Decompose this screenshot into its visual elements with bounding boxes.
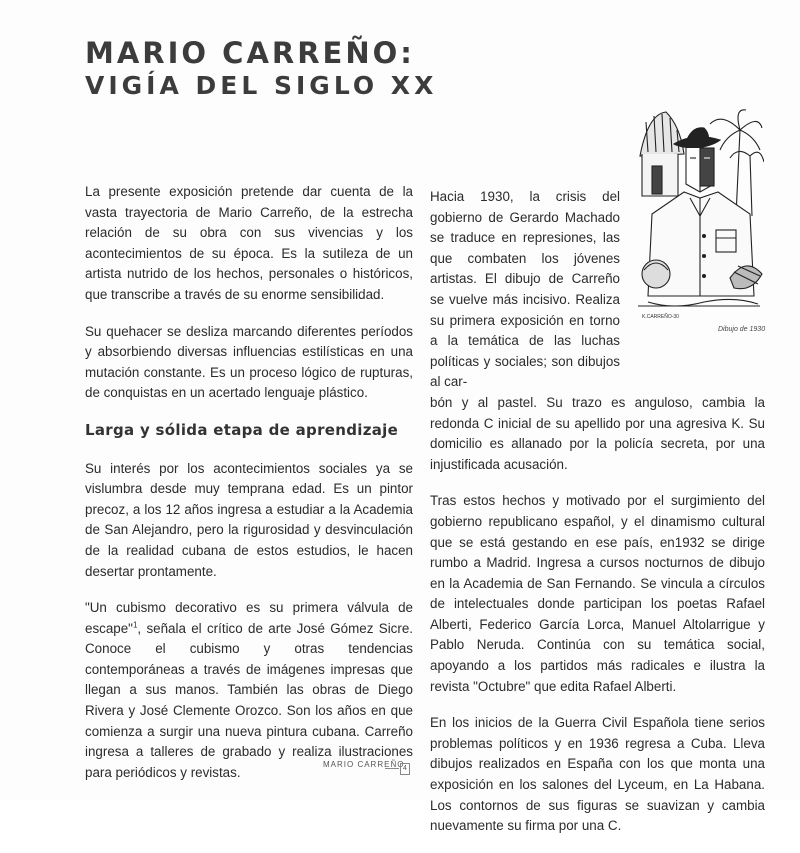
page-number: 4 <box>400 763 410 775</box>
paragraph-continuation: , señala el crítico de arte José Gómez Sicre. Conoce el cubismo y otras tendencias contemporáneas a través de imágenes impresas que llegan a sus manos. También las obras de Diego Rivera y José Clemente Orozco. Son los años en que comienza a surgir una nueva pintura cubana. Carreño ingresa a talleres de grabado y realiza ilustraciones para periódicos y revistas. <box>85 620 413 780</box>
footnote-marker: 1 <box>132 620 138 630</box>
paragraph: En los inicios de la Guerra Civil Española tiene serios problemas políticos y en 1936 regresa a Cuba. Lleva dibujos realizados en España con los que monta una exposición en los salones del Lyceum, en La Habana. Los contornos de sus figuras se suavizan y cambia nuevamente su firma por una C. <box>430 715 765 834</box>
figure-caption: Dibujo de 1930 <box>718 326 766 333</box>
left-column <box>85 182 413 799</box>
paragraph <box>85 598 413 783</box>
paragraph: Tras estos hechos y motivado por el surgimiento del gobierno republicano español, y el dinamismo cultural que se está gestando en ese país, en1932 se dirige rumbo a Madrid. Ingresa a cursos nocturnos de dibujo en la Academia de San Fernando. Se vincula a círculos de intelectuales donde participan los poetas Rafael Alberti, Federico García Lorca, Manuel Altolarrigue y Pablo Neruda. Continúa con su temática social, apoyando a los partidos más radicales e ilustra la revista "Octubre" que edita Rafael Alberti. <box>430 493 765 694</box>
paragraph-wrapped: Hacia 1930, la crisis del gobierno de Gerardo Machado se traduce en represiones, las que combaten los jóvenes artistas. El dibujo de Carreño se vuelve más incisivo. Realiza su primera exposición en torno a la temática de las luchas políticas y sociales; son dibujos al car- <box>430 189 620 390</box>
footer-rule <box>385 768 399 769</box>
paragraph: Su interés por los acontecimientos sociales ya se vislumbra desde muy temprana edad. Es un pintor precoz, a los 12 años ingresa a estudiar a la Academia de San Alejandro, pero la rigurosidad y desvinculación de la realidad cubana de estos estudios, le hacen desertar prontamente. <box>85 460 413 579</box>
quote-text: "Un cubismo decorativo es su primera válvula de escape" <box>85 600 413 636</box>
title-line-2: VIGÍA DEL SIGLO XX <box>85 70 438 100</box>
paragraph: La presente exposición pretende dar cuenta de la vasta trayectoria de Mario Carreño, de la estrecha relación de su obra con sus vivencias y los acontecimientos de su época. Es la sutileza de un artista nutrido de los hechos, personales o históricos, que transcribe a través de su enorme sensibilidad. <box>85 184 413 302</box>
running-footer: MARIO CARREÑO <box>323 760 405 769</box>
section-heading: Larga y sólida etapa de aprendizaje <box>85 420 399 439</box>
drawing-signature: K.CARREÑO-30 <box>642 314 679 320</box>
illustration-drawing <box>634 106 764 322</box>
paragraph: Su quehacer se desliza marcando diferentes períodos y absorbiendo diversas influencias estilísticas en una mutación constante. Es un proceso lógico de rupturas, de conquistas en un acertado lenguaje plástico. <box>85 323 413 401</box>
title-line-1: MARIO CARREÑO: <box>85 36 415 70</box>
paragraph-continuation: bón y al pastel. Su trazo es anguloso, cambia la redonda C inicial de su apellido por una agresiva K. Su domicilio es allanado por la policía secreta, por una injustificada acusación. <box>430 394 765 472</box>
page-title <box>85 38 437 99</box>
